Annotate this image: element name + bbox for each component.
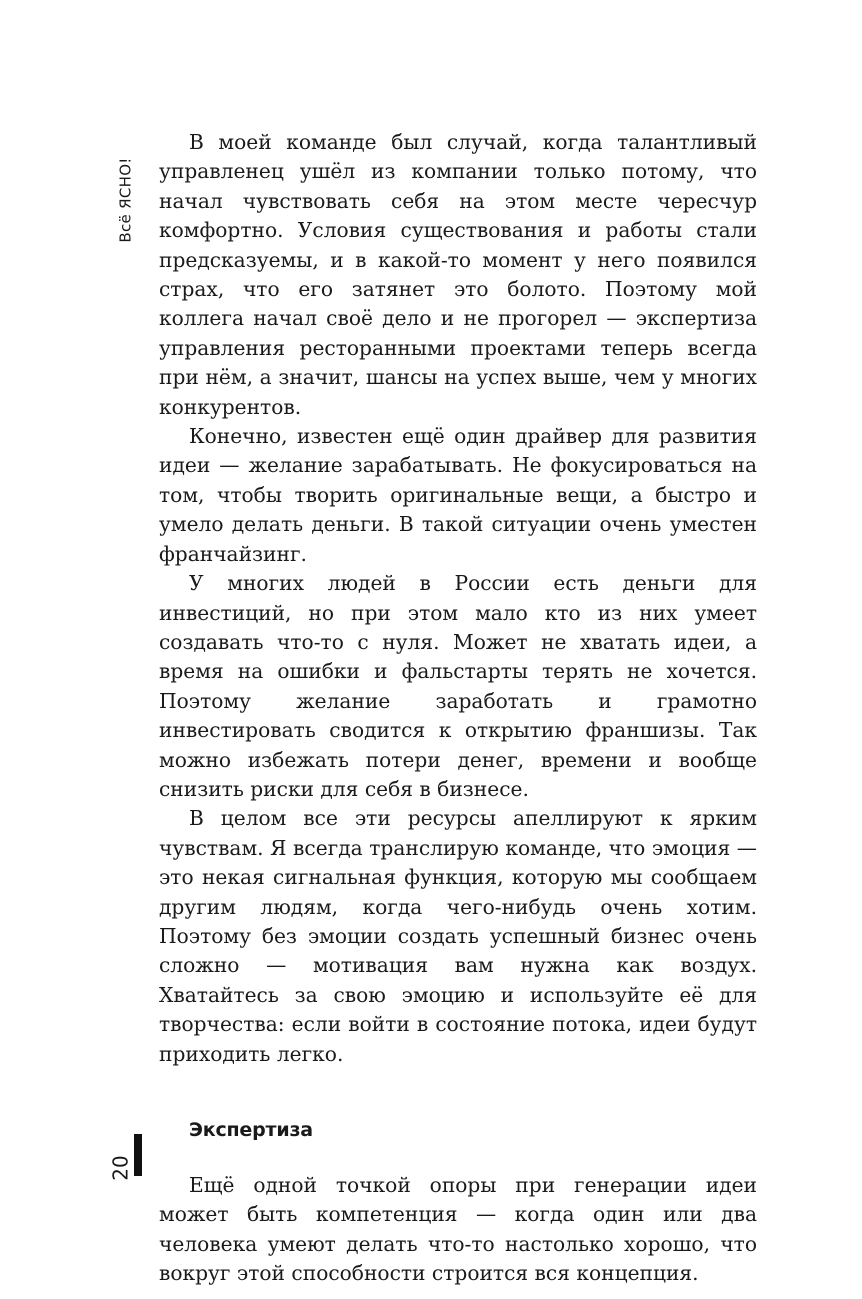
page-marker-bar — [134, 1134, 142, 1176]
page-number — [108, 1150, 134, 1186]
section-heading: Экспертиза — [189, 1119, 313, 1141]
paragraph: Ещё одной точкой опоры при генерации идеи может быть компетенция — когда один или два человека умеют делать что-то настолько хорошо, что вокруг этой способности строится вся концепция. — [159, 1173, 757, 1286]
running-head-text: Всё ЯСНО! — [117, 157, 136, 243]
page-number-text: 20 — [108, 1155, 133, 1181]
running-head — [115, 140, 137, 260]
paragraph: В целом все эти ресурсы апеллируют к ярким чувствам. Я всегда транслирую команде, что эмоция — это некая сигнальная функция, которую мы сообщаем другим людям, когда чего-нибудь очень хотим. Поэтому без эмоции создать успешный бизнес очень сложно — мотивация вам нужна как воздух. Хватайтесь за свою эмоцию и используйте её для творчества: если войти в состояние потока, идеи будут приходить легко. — [159, 806, 757, 1066]
paragraph: У многих людей в России есть деньги для инвестиций, но при этом мало кто из них умеет создавать что-то с нуля. Может не хватать идеи, а время на ошибки и фальстарты терять не хочется. Поэтому желание заработать и грамотно инвестировать сводится к открытию франшизы. Так можно избежать потери денег, времени и вообще снизить риски для себя в бизнесе. — [159, 571, 757, 801]
paragraph: Конечно, известен ещё один драйвер для развития идеи — желание зарабатывать. Не фокусироваться на том, чтобы творить оригинальные вещи, а быстро и умело делать деньги. В такой ситуации очень уместен франчайзинг. — [159, 424, 757, 566]
body-text — [159, 128, 757, 1289]
paragraph: В моей команде был случай, когда талантливый управленец ушёл из компании только потому, что начал чувствовать себя на этом месте чересчур комфортно. Условия существования и работы стали предсказуемы, и в какой-то момент у него появился страх, что его затянет это болото. Поэтому мой коллега начал своё дело и не прогорел — экспертиза управления ресторанными проектами теперь всегда при нём, а значит, шансы на успех выше, чем у многих конкурентов. — [159, 130, 757, 419]
